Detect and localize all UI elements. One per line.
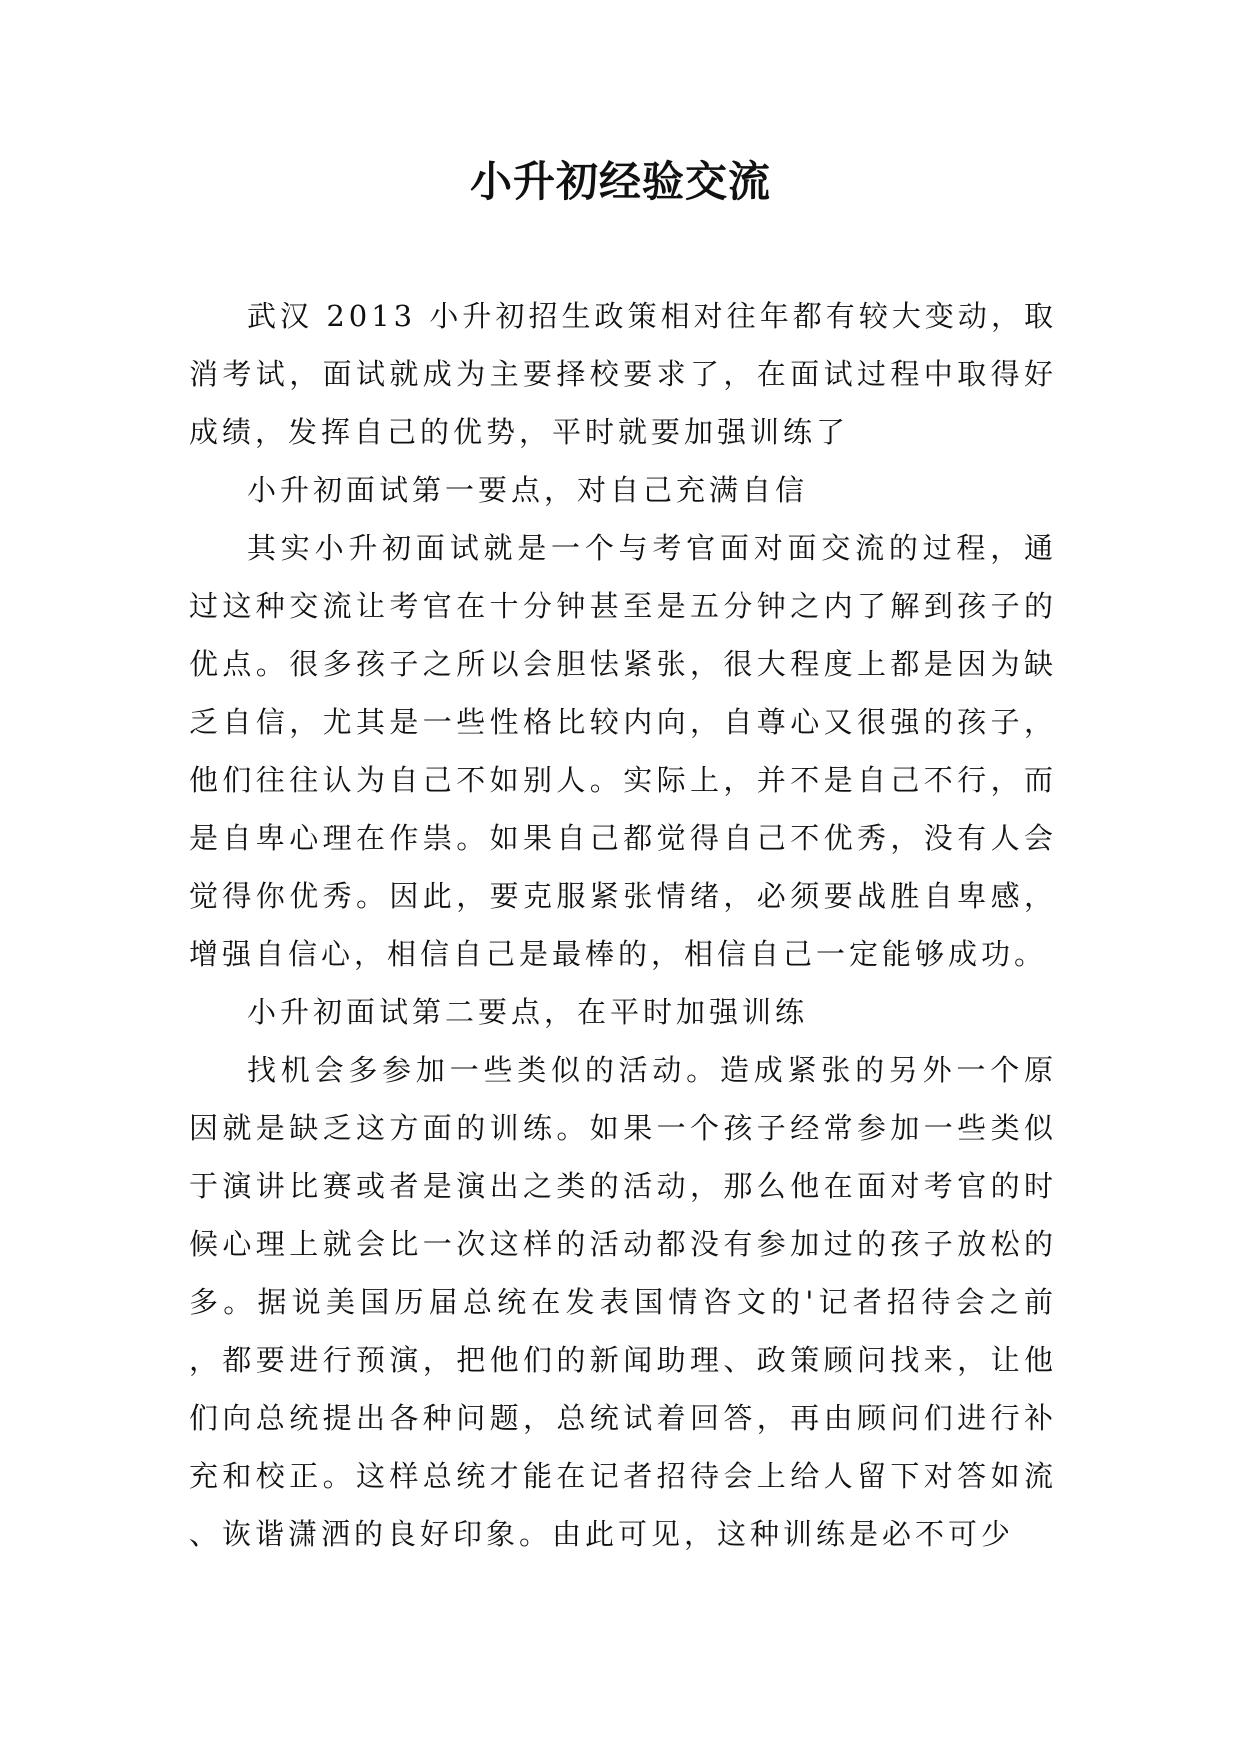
heading-point-two: 小升初面试第二要点，在平时加强训练 (247, 995, 809, 1029)
document-title: 小升初经验交流 (469, 157, 771, 206)
paragraph-training: 找机会多参加一些类似的活动。造成紧张的另外一个原因就是缺乏这方面的训练。如果一个孩子经常参加一些类似于演讲比赛或者是演出之类的活动，那么他在面对考官的时候心理上就会比一次这样的活动都没有参加过的孩子放松的多。据说美国历届总统在发表国情咨文的'记者招待会之前，都要进行预演，把他们的新闻助理、政策顾问找来，让他们向总统提出各种问题，总统试着回答，再由顾问们进行补充和校正。这样总统才能在记者招待会上给人留下对答如流、诙谐潇洒的良好印象。由此可见，这种训练是必不可少 (189, 1053, 1057, 1551)
document-body (189, 287, 1057, 1563)
heading-point-one: 小升初面试第一要点，对自己充满自信 (247, 473, 809, 507)
paragraph-intro: 武汉 2013 小升初招生政策相对往年都有较大变动，取消考试，面试就成为主要择校要求了，在面试过程中取得好成绩，发挥自己的优势，平时就要加强训练了 (189, 299, 1057, 449)
paragraph-confidence: 其实小升初面试就是一个与考官面对面交流的过程，通过这种交流让考官在十分钟甚至是五分钟之内了解到孩子的优点。很多孩子之所以会胆怯紧张，很大程度上都是因为缺乏自信，尤其是一些性格比较内向，自尊心又很强的孩子，他们往往认为自己不如别人。实际上，并不是自己不行，而是自卑心理在作祟。如果自己都觉得自己不优秀，没有人会觉得你优秀。因此，要克服紧张情绪，必须要战胜自卑感，增强自信心，相信自己是最棒的，相信自己一定能够成功。 (189, 531, 1057, 971)
